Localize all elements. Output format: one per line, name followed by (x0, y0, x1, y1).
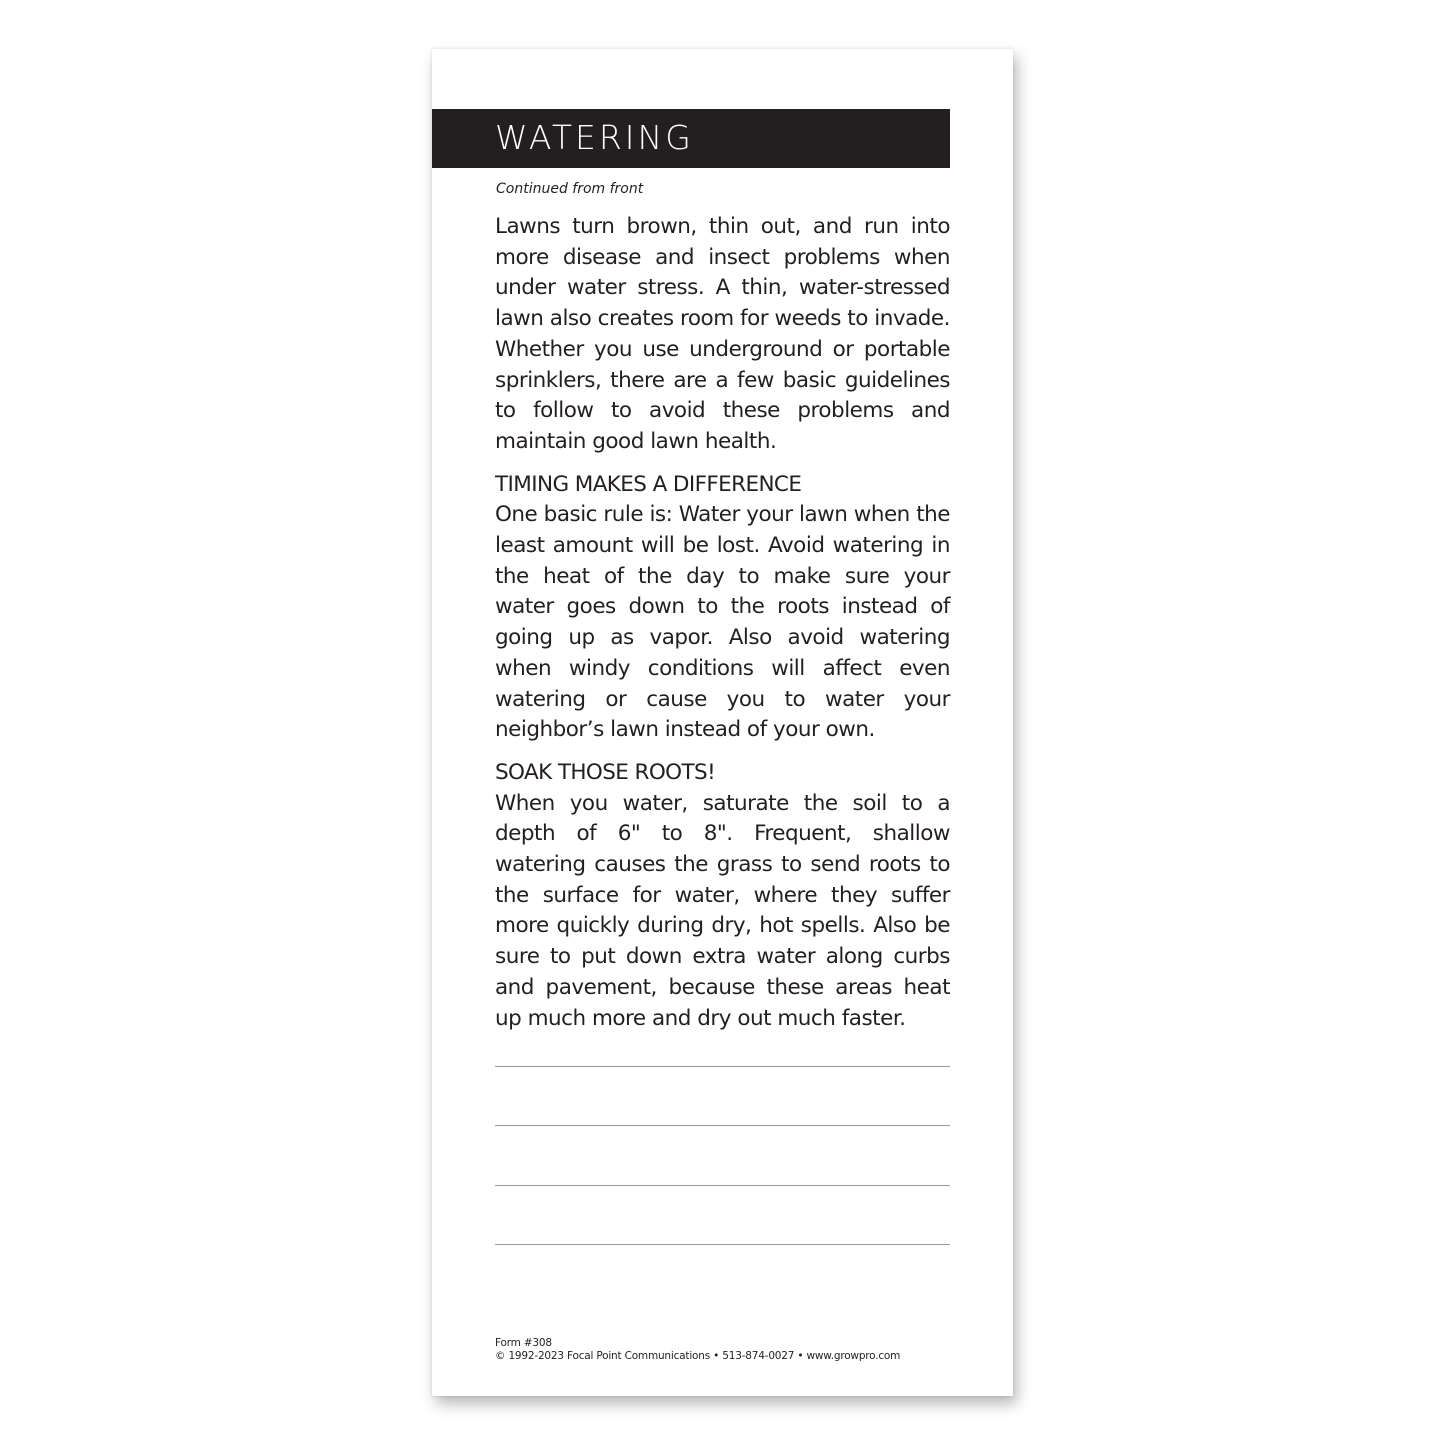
section-heading-timing: TIMING MAKES A DIFFERENCE (495, 471, 802, 497)
note-line (495, 1185, 950, 1186)
intro-paragraph: Lawns turn brown, thin out, and run into more disease and insect problems when under water stress. A thin, water-stressed lawn also creates room for weeds to invade. Whether you use underground or portable sprinklers, there are a few basic guidelines to follow to avoid these problems and maintain good lawn health. (495, 214, 950, 454)
continued-note: Continued from front (496, 181, 644, 197)
note-line (495, 1244, 950, 1245)
watering-card (432, 49, 1013, 1396)
body-content (495, 212, 950, 1034)
footer (495, 1337, 900, 1363)
section-body-timing: One basic rule is: Water your lawn when the least amount will be lost. Avoid watering in the heat of the day to make sure your water goes down to the roots instead of going up as vapor. Also avoid watering when windy conditions will affect even watering or cause you to water your neighbor’s lawn instead of your own. (495, 502, 950, 743)
form-number: Form #308 (495, 1337, 552, 1349)
note-line (495, 1125, 950, 1126)
page-title: WATERING (495, 118, 694, 157)
section-heading-soak: SOAK THOSE ROOTS! (495, 759, 716, 785)
section-body-soak: When you water, saturate the soil to a depth of 6" to 8". Frequent, shallow watering causes the grass to send roots to the surface for water, where they suffer more quickly during dry, hot spells. Also be sure to put down extra water along curbs and pavement, because these areas heat up much more and dry out much faster. (495, 790, 950, 1031)
note-line (495, 1066, 950, 1067)
title-bar (432, 109, 950, 168)
copyright: © 1992-2023 Focal Point Communications • 513-874-0027 • www.growpro.com (495, 1350, 901, 1362)
